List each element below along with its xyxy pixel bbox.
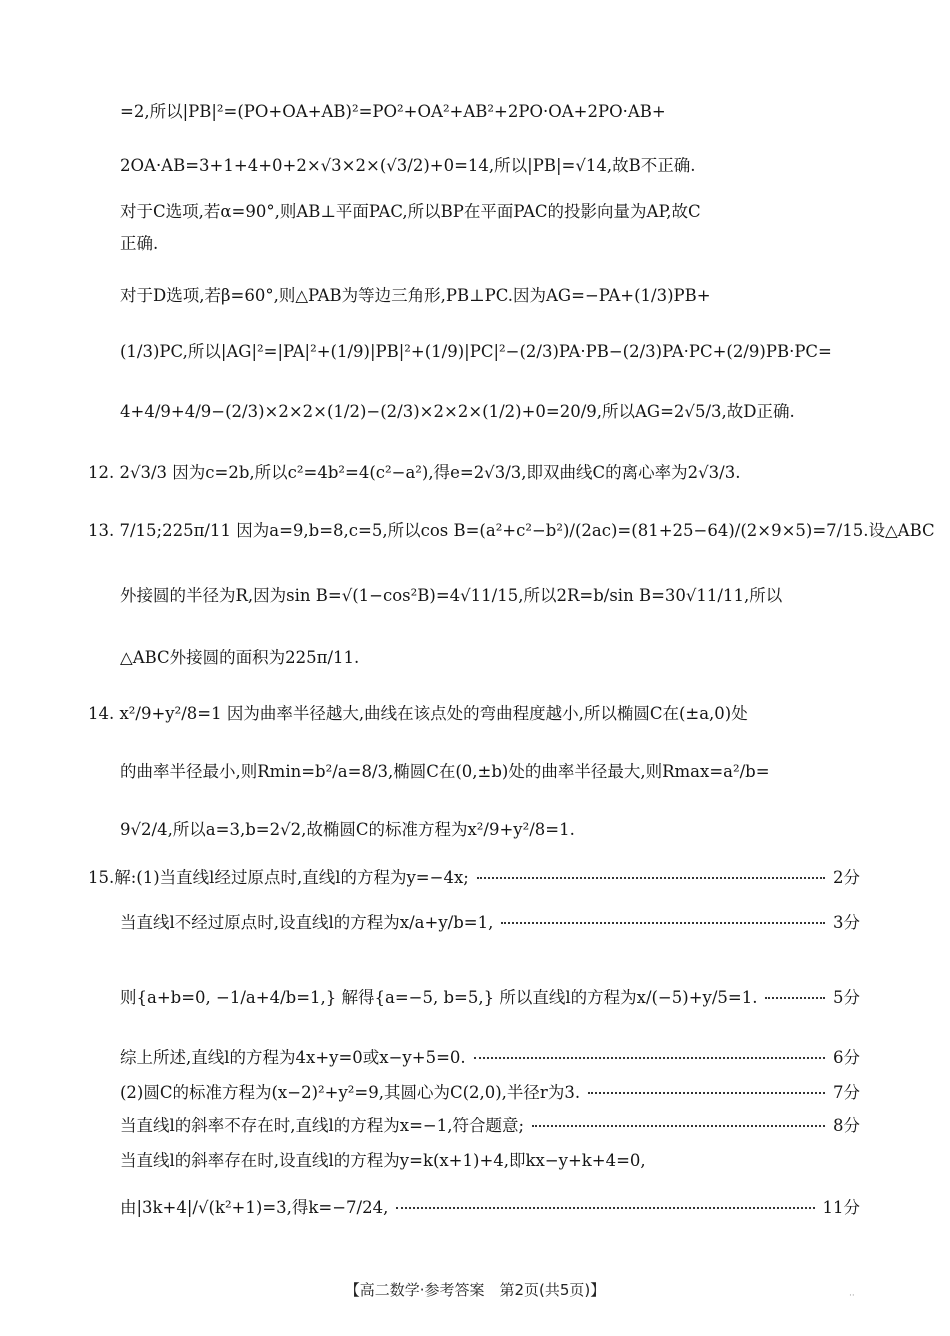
step-text: 由|3k+4|/√(k²+1)=3,得k=−7/24,	[120, 1198, 389, 1217]
step-score: 8分	[833, 1116, 860, 1135]
step-text: (2)圆C的标准方程为(x−2)²+y²=9,其圆心为C(2,0),半径r为3.	[120, 1083, 581, 1102]
answer-13: 13. 7/15;225π/11 因为a=9,b=8,c=5,所以cos B=(a²+c²−b²)/(2ac)=(81+25−64)/(2×9×5)=7/15.设△ABC	[88, 521, 935, 540]
line-option-c-end: 正确.	[120, 234, 159, 253]
answer-15-step-8	[120, 1200, 860, 1217]
dot-leader	[477, 877, 825, 879]
answer-14-equation: 9√2/4,所以a=3,b=2√2,故椭圆C的标准方程为x²/9+y²/8=1.	[120, 820, 575, 839]
answer-15-step-1	[88, 870, 860, 887]
step-score: 11分	[822, 1198, 860, 1217]
line-option-c: 对于C选项,若α=90°,则AB⊥平面PAC,所以BP在平面PAC的投影向量为AP,故C	[120, 202, 701, 221]
page-footer: 【高二数学·参考答案 第2页(共5页)】	[344, 1281, 606, 1299]
line-pb-result: 2OA·AB=3+1+4+0+2×√3×2×(√3/2)+0=14,所以|PB|=√14,故B不正确.	[120, 156, 696, 175]
step-score: 2分	[833, 868, 860, 887]
step-score: 6分	[833, 1048, 860, 1067]
step-score: 3分	[833, 913, 860, 932]
step-text: 当直线l不经过原点时,设直线l的方程为x/a+y/b=1,	[120, 913, 494, 932]
dot-leader	[588, 1092, 825, 1094]
dot-leader	[532, 1125, 825, 1127]
answer-13-radius: 外接圆的半径为R,因为sin B=√(1−cos²B)=4√11/15,所以2R=b/sin B=30√11/11,所以	[120, 586, 783, 605]
answer-15-step-3	[120, 990, 860, 1007]
answer-15-step-4	[120, 1050, 860, 1067]
step-text: 则{a+b=0, −1/a+4/b=1,} 解得{a=−5, b=5,} 所以直线l的方程为x/(−5)+y/5=1.	[120, 988, 758, 1007]
answer-15-step-5	[120, 1085, 860, 1102]
line-ag-squared: (1/3)PC,所以|AG|²=|PA|²+(1/9)|PB|²+(1/9)|PC|²−(2/3)PA·PB−(2/3)PA·PC+(2/9)PB·PC=	[120, 342, 832, 361]
answer-13-area: △ABC外接圆的面积为225π/11.	[120, 648, 360, 667]
dot-leader	[474, 1057, 825, 1059]
step-text: 当直线l的斜率不存在时,直线l的方程为x=−1,符合题意;	[120, 1116, 525, 1135]
step-text: 综上所述,直线l的方程为4x+y=0或x−y+5=0.	[120, 1048, 466, 1067]
corner-mark: ··	[849, 1291, 855, 1301]
step-score: 5分	[833, 988, 860, 1007]
answer-12: 12. 2√3/3 因为c=2b,所以c²=4b²=4(c²−a²),得e=2√3/3,即双曲线C的离心率为2√3/3.	[88, 463, 741, 482]
line-pb-expansion: =2,所以|PB|²=(PO+OA+AB)²=PO²+OA²+AB²+2PO·OA+2PO·AB+	[120, 102, 666, 121]
dot-leader	[765, 997, 825, 999]
answer-15-step-6	[120, 1118, 860, 1135]
step-text: 15.解:(1)当直线l经过原点时,直线l的方程为y=−4x;	[88, 868, 469, 887]
step-score: 7分	[833, 1083, 860, 1102]
line-ag-result: 4+4/9+4/9−(2/3)×2×2×(1/2)−(2/3)×2×2×(1/2)+0=20/9,所以AG=2√5/3,故D正确.	[120, 402, 795, 421]
answer-15-step-2	[120, 915, 860, 932]
line-option-d: 对于D选项,若β=60°,则△PAB为等边三角形,PB⊥PC.因为AG=−PA+(1/3)PB+	[120, 286, 711, 305]
dot-leader	[501, 922, 825, 924]
answer-14: 14. x²/9+y²/8=1 因为曲率半径越大,曲线在该点处的弯曲程度越小,所以椭圆C在(±a,0)处	[88, 704, 748, 723]
answer-14-curvature: 的曲率半径最小,则Rmin=b²/a=8/3,椭圆C在(0,±b)处的曲率半径最大,则Rmax=a²/b=	[120, 762, 770, 781]
answer-15-step-7: 当直线l的斜率存在时,设直线l的方程为y=k(x+1)+4,即kx−y+k+4=0,	[120, 1151, 646, 1170]
dot-leader	[396, 1207, 814, 1209]
